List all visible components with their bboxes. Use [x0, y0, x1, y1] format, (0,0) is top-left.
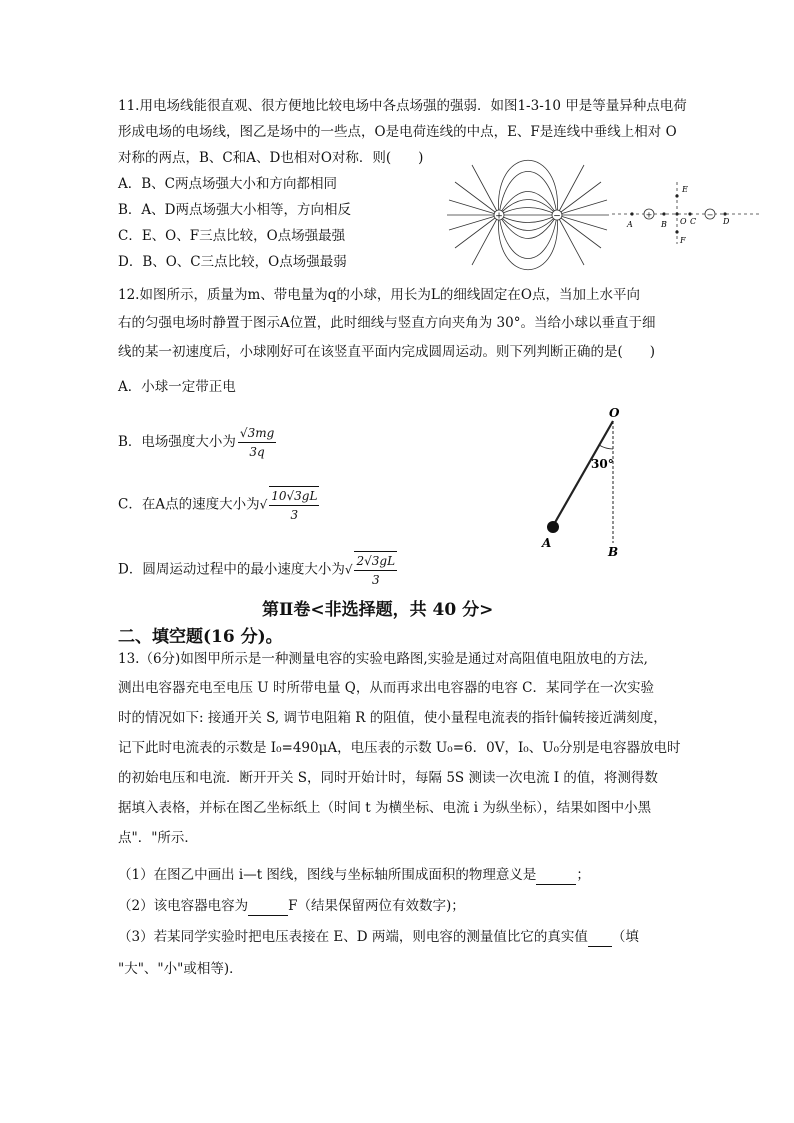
option-b-denominator: 3q	[249, 445, 265, 459]
q13-sub-1-text: （1）在图乙中画出 i—t 图线，图线与坐标轴所围成面积的物理意义是	[118, 867, 537, 883]
q11-option-a: A．B、C两点场强大小和方向都相同	[118, 176, 337, 192]
point-b-label: B	[608, 545, 619, 559]
points-figure	[612, 180, 762, 246]
q11-line-3: 对称的两点，B、C和A、D也相对O对称．则( )	[118, 150, 424, 166]
q12-option-c-text: C．在A点的速度大小为	[118, 496, 260, 513]
q13-sub-3	[118, 928, 639, 947]
q13-sub-3-line-2: "大"、"小"或相等)．	[118, 961, 243, 977]
point-b-label: B	[661, 220, 667, 229]
answer-blank-3[interactable]	[588, 928, 612, 947]
q12-option-b-text: B．电场强度大小为	[118, 434, 236, 450]
q11-option-c: C．E、O、F三点比较，O点场强最强	[118, 228, 346, 244]
point-a-label: A	[627, 220, 633, 229]
q13-sub-2-end: F（结果保留两位有效数字)；	[288, 898, 465, 914]
q12-option-c-root: √ $\frac{10√3gL}{3}$	[260, 486, 320, 524]
q13-line-1: 13.（6分)如图甲所示是一种测量电容的实验电路图,实验是通过对高阻值电阻放电的方法,	[118, 651, 648, 667]
point-o-label: O	[609, 406, 620, 420]
q13-line-2: 测出电容器充电至电压 U 时所带电量 Q，从而再求出电容器的电容 C．某同学在一次实验	[118, 680, 654, 696]
pendulum-figure	[530, 405, 640, 565]
q12-option-b-fraction	[238, 424, 276, 461]
section-two-heading: 二、填空题(16 分)。	[118, 627, 283, 647]
q11-line-2: 形成电场的电场线，图乙是场中的一些点，O是电荷连线的中点，E、F是连线中垂线上相对 O	[118, 124, 677, 140]
option-b-numerator: √3mg	[238, 424, 276, 443]
point-e-label: E	[682, 185, 688, 194]
option-c-numerator: 10√3gL	[269, 487, 319, 506]
point-f-label: F	[680, 236, 686, 245]
q12-option-d-text: D．圆周运动过程中的最小速度大小为	[118, 561, 345, 578]
q12-option-b	[118, 424, 276, 461]
point-d-label: D	[723, 217, 730, 226]
q13-sub-2-text: （2）该电容器电容为	[118, 898, 249, 914]
q11-option-b: B．A、D两点场强大小相等，方向相反	[118, 202, 351, 218]
minus-charge-label: −	[706, 210, 714, 220]
q13-line-5: 的初始电压和电流．断开开关 S，同时开始计时，每隔 5S 测读一次电流 I 的值，将测得数	[118, 770, 658, 786]
dipole-field-figure	[447, 162, 609, 268]
option-c-denominator: 3	[290, 508, 299, 522]
positive-charge-label: +	[495, 211, 503, 222]
q13-sub-3-text: （3）若某同学实验时把电压表接在 E、D 两端，则电容的测量值比它的真实值	[118, 929, 588, 945]
q12-option-c	[118, 486, 319, 524]
q13-sub-2	[118, 897, 465, 916]
point-c-label: C	[690, 217, 697, 226]
answer-blank-2[interactable]	[248, 897, 288, 916]
q13-line-6: 据填入表格，并标在图乙坐标纸上（时间 t 为横坐标、电流 i 为纵坐标），结果如图中小黑	[118, 800, 652, 816]
q12-line-3: 线的某一初速度后，小球刚好可在该竖直平面内完成圆周运动。则下列判断正确的是( )	[118, 344, 656, 360]
negative-charge-label: −	[553, 211, 561, 222]
q13-line-7: 点"．"所示．	[118, 830, 198, 846]
option-d-numerator: 2√3gL	[354, 552, 397, 571]
q13-line-3: 时的情况如下: 接通开关 S, 调节电阻箱 R 的阻值，使小量程电流表的指针偏转接近满刻度，	[118, 710, 667, 726]
q13-sub-3-end: （填	[611, 929, 639, 945]
answer-blank-1[interactable]	[536, 866, 576, 885]
plus-charge-label: +	[645, 210, 653, 220]
q11-option-d: D．B、O、C三点比较，O点场强最弱	[118, 254, 347, 270]
q12-option-d	[118, 551, 397, 589]
q13-sub-1	[118, 866, 590, 885]
q12-line-1: 12.如图所示，质量为m、带电量为q的小球，用长为L的细线固定在O点，当加上水平向	[118, 287, 640, 303]
q12-option-d-root: √ $\frac{2√3gL}{3}$	[345, 551, 397, 589]
point-o-label: O	[680, 217, 687, 226]
q13-line-4: 记下此时电流表的示数是 I₀=490μA，电压表的示数 U₀=6．0V，I₀、U₀分别是电容器放电时	[118, 740, 681, 756]
angle-label: 30°	[591, 457, 614, 471]
q13-sub-1-end: ；	[576, 867, 590, 883]
part-two-title: 第Ⅱ卷<非选择题，共 40 分>	[262, 600, 494, 620]
point-a-label: A	[542, 536, 552, 550]
option-d-denominator: 3	[371, 573, 380, 587]
q11-line-1: 11.用电场线能很直观、很方便地比较电场中各点场强的强弱．如图1-3-10 甲是等量异种点电荷	[118, 98, 687, 114]
q12-option-a: A．小球一定带正电	[118, 379, 236, 395]
q12-line-2: 右的匀强电场时静置于图示A位置，此时细线与竖直方向夹角为 30°。当给小球以垂直于细	[118, 315, 656, 331]
